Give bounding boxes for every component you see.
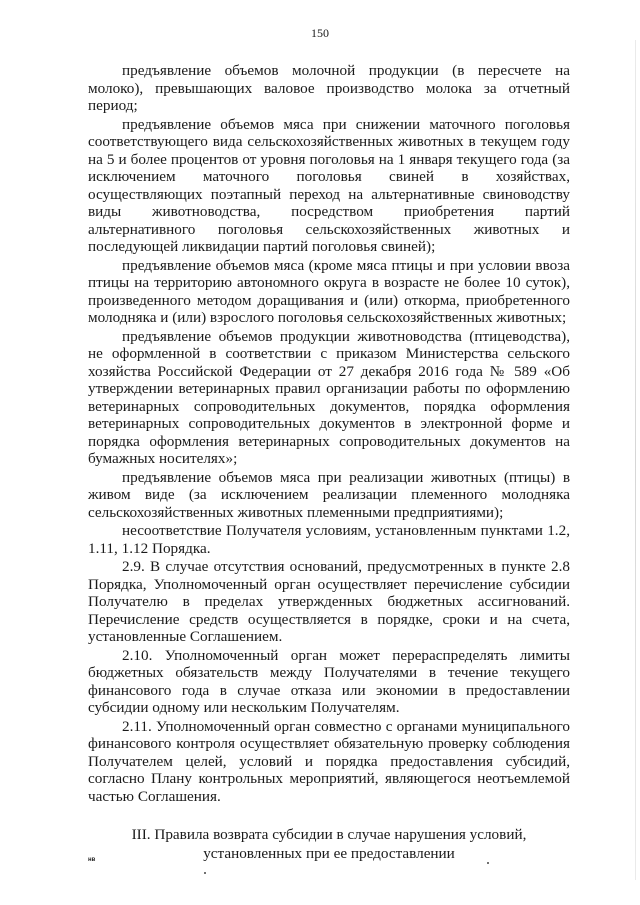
paragraph-live-animals: предъявление объемов мяса при реализации животных (птицы) в живом виде (за исключением реализации племенного молодняка сельскохозяйственных животных племенными предприятиями); bbox=[88, 468, 570, 521]
paragraph-2-9: 2.9. В случае отсутствия оснований, предусмотренных в пункте 2.8 Порядка, Уполномоченный орган осуществляет перечисление субсидии Получателю в пределах утвержденных бюджетных ассигнований. Перечисление средств осуществляется в порядке, сроки и на счета, установленные Соглашением. bbox=[88, 558, 570, 645]
paragraph-2-11: 2.11. Уполномоченный орган совместно с органами муниципального финансового контроля осуществляет обязательную проверку соблюдения Получателем целей, условий и порядка предоставления субсидий, согласно Плану контрольных мероприятий, являющегося неотъемлемой частью Соглашения. bbox=[88, 717, 570, 805]
scan-edge-shadow bbox=[635, 40, 636, 880]
paragraph-2-10: 2.10. Уполномоченный орган может перераспределять лимиты бюджетных обязательств между Получателями в течение текущего финансового года в случае отказа или экономии в предоставлении субсидии одному или нескольким Получателям. bbox=[88, 646, 570, 716]
page-number: 150 bbox=[311, 26, 329, 40]
paragraph-meat-fattening: предъявление объемов мяса (кроме мяса птицы и при условии ввоза птицы на территорию автономного округа в возрасте не более 10 суток), произведенного методом доращивания и (или) откорма, приобретенного молодняка и (или) взрослого поголовья сельскохозяйственных животных; bbox=[88, 256, 570, 326]
document-body bbox=[88, 62, 570, 806]
paragraph-vet-documents: предъявление объемов продукции животноводства (птицеводства), не оформленной в соответствии с приказом Министерства сельского хозяйства Российской Федерации от 27 декабря 2016 года № 589 «Об утверждении ветеринарных правил организации работы по оформлению ветеринарных сопроводительных документов, порядка оформления ветеринарных сопроводительных документов в электронной форме и порядка оформления ветеринарных сопроводительных документов на бумажных носителях»; bbox=[88, 327, 570, 467]
section-heading-line-2: установленных при ее предоставлении bbox=[203, 845, 455, 862]
section-heading-line-1: III. Правила возврата субсидии в случае нарушения условий, bbox=[131, 826, 527, 843]
section-heading bbox=[88, 825, 570, 863]
paragraph-milk-volume: предъявление объемов молочной продукции (в пересчете на молоко), превышающих валовое производство молока за отчетный период; bbox=[88, 62, 570, 114]
paragraph-noncompliance: несоответствие Получателя условиям, установленным пунктами 1.2, 1.11, 1.12 Порядка. bbox=[88, 522, 570, 557]
paragraph-meat-livestock-decrease: предъявление объемов мяса при снижении маточного поголовья соответствующего вида сельскохозяйственных животных в текущем году на 5 и более процентов от уровня поголовья на 1 января текущего года (за исключением маточного поголовья свиней в хозяйствах, осуществляющих поэтапный переход на альтернативные свиноводству виды животноводства, посредством приобретения партий альтернативного поголовья сельскохозяйственных животных и последующей ликвидации партий поголовья свиней); bbox=[88, 115, 570, 255]
footer-mark: нв bbox=[88, 857, 96, 863]
scan-speck bbox=[487, 862, 489, 864]
scan-speck bbox=[204, 872, 206, 874]
